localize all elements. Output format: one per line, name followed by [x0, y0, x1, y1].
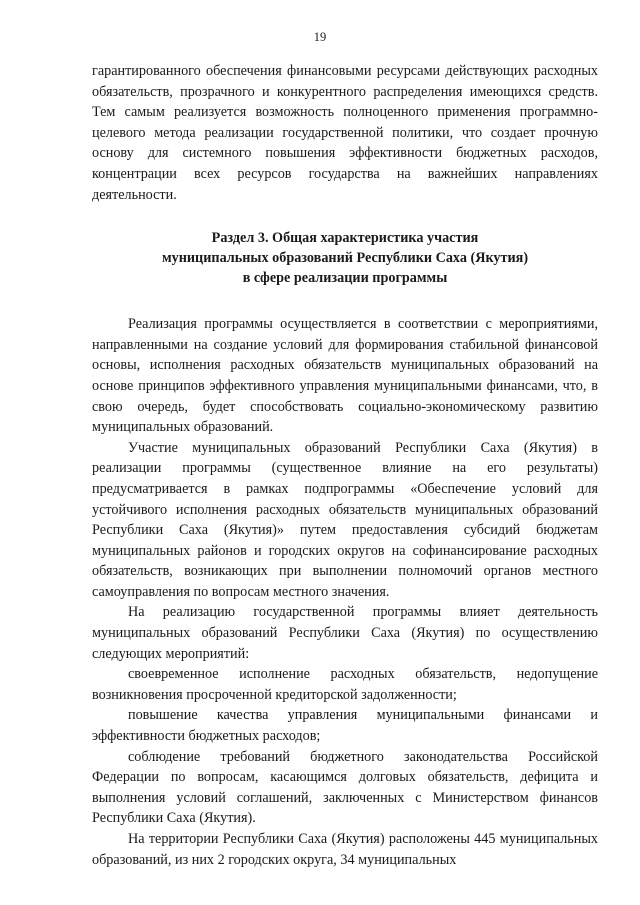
section-heading	[92, 228, 598, 288]
paragraph-territory: На территории Республики Саха (Якутия) расположены 445 муниципальных образований, из них 2 городских округа, 34 муниципальных	[92, 831, 598, 868]
page-number: 19	[313, 30, 327, 44]
paragraph-participation: Участие муниципальных образований Республики Саха (Якутия) в реализации программы (существенное влияние на его результаты) предусматривается в рамках подпрограммы «Обеспечение условий для устойчивого исполнения расходных обязательств муниципальных образований Республики Саха (Якутия)» путем предоставления субсидий бюджетам муниципальных районов и городских округов на софинансирование расходных обязательств, возникающих при выполнении полномочий органов местного самоуправления по вопросам местного значения.	[92, 439, 598, 600]
list-item-quality-management: повышение качества управления муниципальными финансами и эффективности бюджетных расходов;	[92, 707, 598, 745]
page-body	[92, 61, 598, 870]
intro-paragraph: гарантированного обеспечения финансовыми ресурсами действующих расходных обязательств, прозрачного и конкурентного распределения имеющихся средств. Тем самым реализуется возможность полноценного применения программно-целевого метода реализации государственной политики, что создает прочную основу для системного повышения эффективности бюджетных расходов, концентрации всех ресурсов государства на важнейших направлениях деятельности.	[92, 63, 598, 203]
section-heading-line-3: в сфере реализации программы	[242, 270, 448, 287]
paragraph-activities-intro: На реализацию государственной программы влияет деятельность муниципальных образований Республики Саха (Якутия) по осуществлению следующих мероприятий:	[92, 604, 598, 662]
section-heading-line-1: Раздел 3. Общая характеристика участия	[211, 230, 479, 247]
list-item-timely-execution: своевременное исполнение расходных обязательств, недопущение возникновения просроченной кредиторской задолженности;	[92, 666, 598, 703]
paragraph-implementation: Реализация программы осуществляется в соответствии с мероприятиями, направленными на создание условий для формирования стабильной финансовой основы, исполнения расходных обязательств муниципальных образований на основе принципов эффективного управления муниципальными финансами, что, в свою очередь, будет способствовать социально-экономическому развитию муниципальных образований.	[92, 316, 598, 436]
list-item-compliance: соблюдение требований бюджетного законодательства Российской Федерации по вопросам, касающимся долговых обязательств, дефицита и выполнения условий соглашений, заключенных с Министерством финансов Республики Саха (Якутия).	[92, 748, 598, 827]
section-heading-line-2: муниципальных образований Республики Саха (Якутия)	[161, 250, 529, 267]
